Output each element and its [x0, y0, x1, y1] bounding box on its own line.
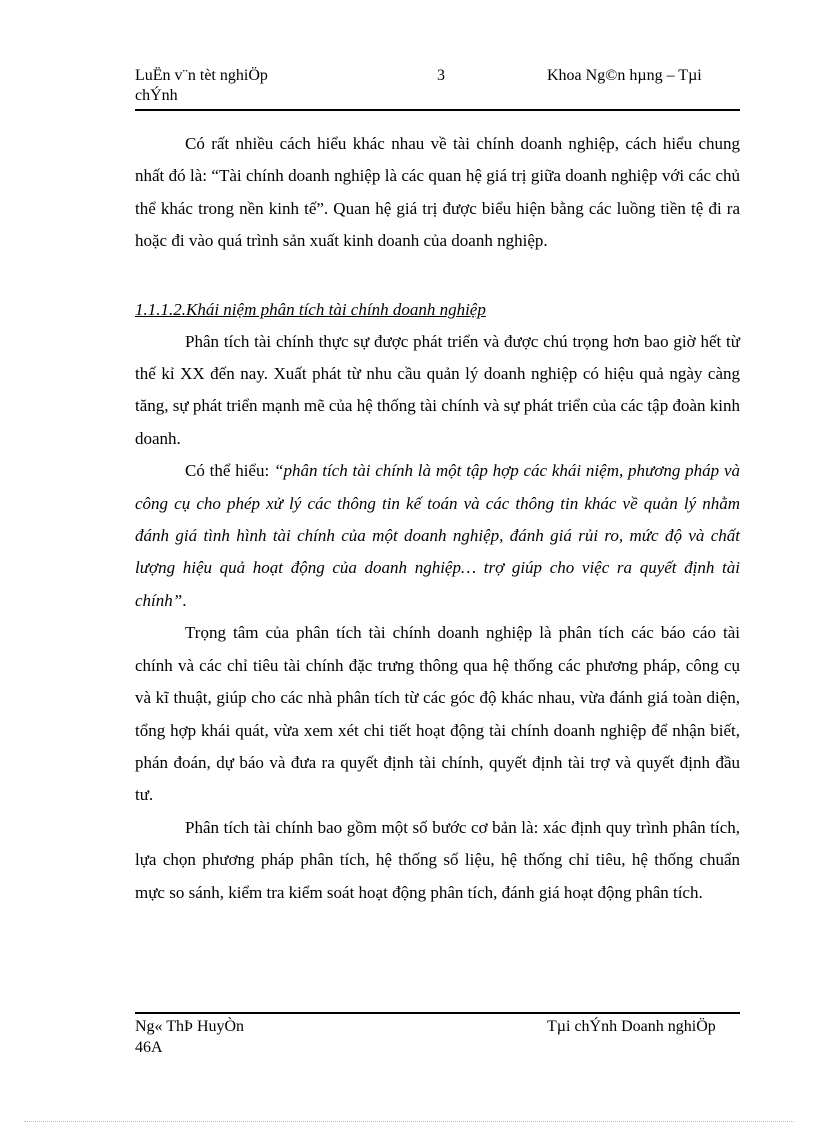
page-number: 3	[437, 67, 445, 84]
footer-left-line2: 46A	[135, 1039, 163, 1056]
paragraph-5: Phân tích tài chính bao gồm một số bước cơ bản là: xác định quy trình phân tích, lựa chọn phương pháp phân tích, hệ thống số liệu, hệ thống chỉ tiêu, hệ thống chuẩn mực so sánh, kiểm tra kiểm soát hoạt động phân tích, đánh giá hoạt động phân tích.	[135, 817, 740, 902]
header-thesis-label	[135, 66, 310, 106]
footer-author	[135, 1016, 295, 1058]
paragraph-3	[135, 455, 740, 617]
document-body	[135, 128, 740, 909]
paragraph-3-lead: Có thể hiểu:	[185, 461, 274, 481]
header-faculty-label: Khoa Ng©n hµng – Tµi	[547, 67, 702, 84]
footer-department: Tµi chÝnh Doanh nghiÖp	[547, 1018, 716, 1035]
paragraph-1: Có rất nhiều cách hiểu khác nhau về tài chính doanh nghiệp, cách hiểu chung nhất đó là: “Tài chính doanh nghiệp là các quan hệ giá trị giữa doanh nghiệp với các chủ thể khác trong nền kinh tế”. Quan hệ giá trị được biểu hiện bằng các luồng tiền tệ đi ra hoặc đi vào quá trình sản xuất kinh doanh của doanh nghiệp.	[135, 134, 740, 251]
footer-divider	[135, 1012, 740, 1014]
paragraph-3-tail: .	[182, 590, 187, 610]
page-header	[135, 66, 740, 112]
paragraph-gap	[135, 258, 740, 290]
definition-quote: “phân tích tài chính là một tập hợp các khái niệm, phương pháp và công cụ cho phép xử lý các thông tin kế toán và các thông tin khác về quản lý nhằm đánh giá tình hình tài chính của một doanh nghiệp, đánh giá rủi ro, mức độ và chất lượng hiệu quả hoạt động của doanh nghiệp… trợ giúp cho việc ra quyết định tài chính”	[135, 461, 740, 610]
header-divider	[135, 109, 740, 111]
footer-left-line1: Ng« ThÞ HuyÒn	[135, 1018, 245, 1035]
paragraph-4: Trọng tâm của phân tích tài chính doanh nghiệp là phân tích các báo cáo tài chính và các chỉ tiêu tài chính đặc trưng thông qua hệ thống các phương pháp, công cụ và kĩ thuật, giúp cho các nhà phân tích từ các góc độ khác nhau, vừa đánh giá toàn diện, tổng hợp khái quát, vừa xem xét chi tiết hoạt động tài chính doanh nghiệp để nhận biết, phán đoán, dự báo và đưa ra quyết định tài chính, quyết định tài trợ và quyết định đầu tư.	[135, 623, 740, 805]
section-heading: 1.1.1.2.Khái niệm phân tích tài chính doanh nghiệp	[135, 299, 486, 319]
paragraph-2: Phân tích tài chính thực sự được phát triển và được chú trọng hơn bao giờ hết từ thế kỉ XX đến nay. Xuất phát từ nhu cầu quản lý doanh nghiệp có hiệu quả ngày càng tăng, sự phát triển mạnh mẽ của hệ thống tài chính và sự phát triển của các tập đoàn kinh doanh.	[135, 331, 740, 448]
page-edge-line	[24, 1121, 794, 1122]
header-left-line1: LuËn v¨n tèt nghiÖp	[135, 67, 268, 84]
header-left-line2: chÝnh	[135, 87, 178, 104]
